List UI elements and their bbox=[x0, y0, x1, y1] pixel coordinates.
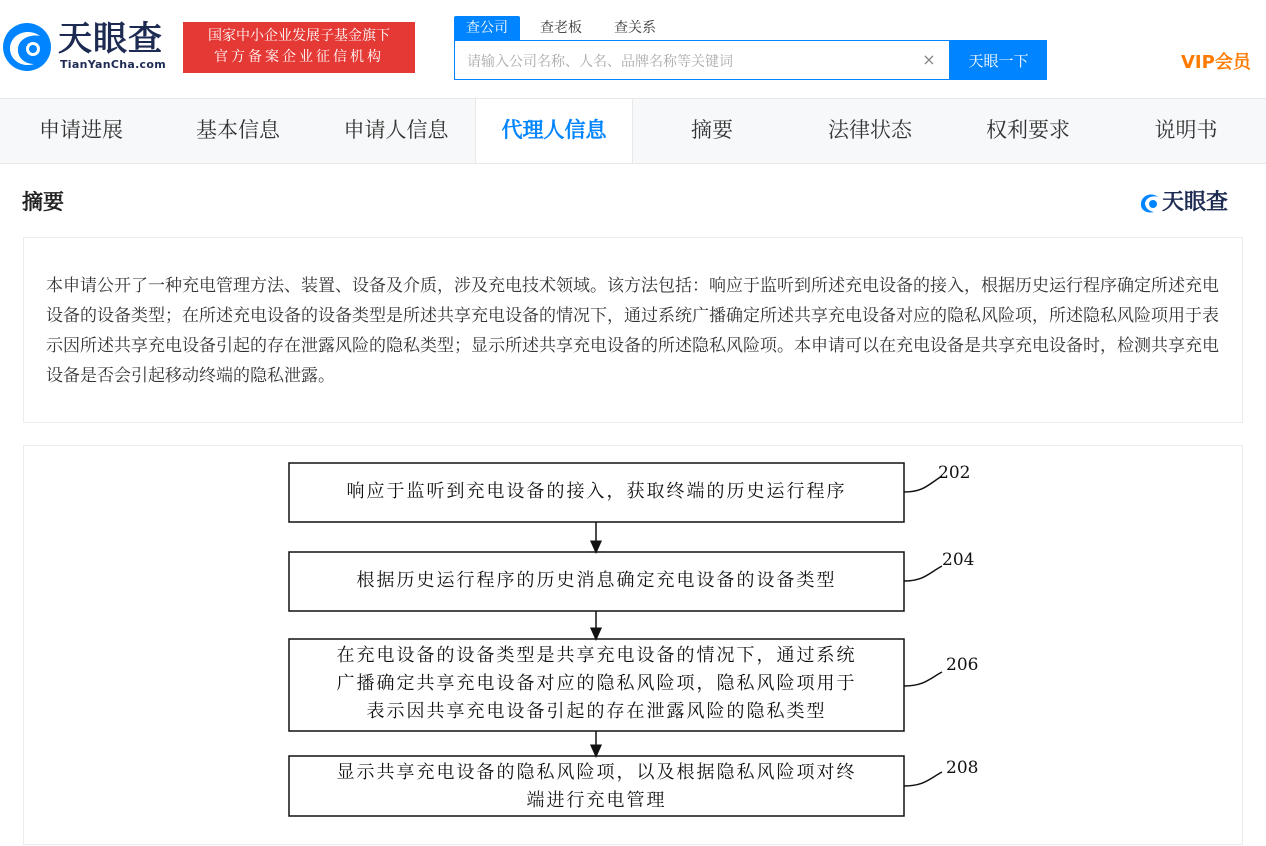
tab-basic-info[interactable]: 基本信息 bbox=[196, 118, 280, 142]
flow-step-206-line-3: 表示因共享充电设备引起的存在泄露风险的隐私类型 bbox=[366, 701, 827, 722]
tab-applicant-info[interactable]: 申请人信息 bbox=[343, 118, 449, 142]
flow-ref-202: 202 bbox=[938, 463, 971, 483]
tab-boss[interactable]: 查老板 bbox=[540, 20, 582, 36]
search-input[interactable] bbox=[465, 41, 909, 81]
tab-abstract[interactable]: 摘要 bbox=[691, 118, 733, 142]
vip-link[interactable]: VIP会员 bbox=[1181, 52, 1251, 73]
logo-text-en: TianYanCha.com bbox=[60, 58, 166, 71]
flow-step-202-line-1: 响应于监听到充电设备的接入，获取终端的历史运行程序 bbox=[346, 481, 847, 502]
flow-step-208-line-1: 显示共享充电设备的隐私风险项，以及根据隐私风险项对终 bbox=[336, 762, 857, 783]
tab-legal-status[interactable]: 法律状态 bbox=[828, 118, 912, 142]
ref-leader-204 bbox=[904, 566, 942, 581]
abstract-text: 本申请公开了一种充电管理方法、装置、设备及介质，涉及充电技术领域。该方法包括：响应于监听到所述充电设备的接入，根据历史运行程序确定所述充电设备的设备类型；在所述充电设备的设备类型是所述共享充电设备的情况下，通过系统广播确定所述共享充电设备对应的隐私风险项，所述隐私风险项用于表示因所述共享充电设备引起的存在泄露风险的隐私类型；显示所述共享充电设备的所述隐私风险项。本申请可以在充电设备是共享充电设备时，检测共享充电设备是否会引起移动终端的隐私泄露。 bbox=[46, 276, 1219, 386]
flow-step-202-text bbox=[289, 478, 904, 506]
flow-step-206-line-2: 广播确定共享充电设备对应的隐私风险项，隐私风险项用于 bbox=[336, 673, 857, 694]
site-logo[interactable] bbox=[0, 18, 172, 78]
abstract-panel bbox=[23, 237, 1243, 423]
search-box bbox=[454, 40, 950, 80]
tab-company[interactable]: 查公司 bbox=[454, 16, 520, 40]
tianyancha-small-logo-icon bbox=[1138, 191, 1162, 215]
tab-claims[interactable]: 权利要求 bbox=[986, 118, 1070, 142]
brand-watermark-text: 天眼查 bbox=[1162, 190, 1229, 215]
top-header bbox=[0, 0, 1266, 98]
tab-agent-info[interactable]: 代理人信息 bbox=[475, 99, 633, 163]
slogan-badge bbox=[183, 22, 415, 73]
slogan-line-1: 国家中小企业发展子基金旗下 bbox=[208, 28, 390, 44]
flow-ref-206: 206 bbox=[946, 655, 979, 675]
flow-step-206-line-1: 在充电设备的设备类型是共享充电设备的情况下，通过系统 bbox=[336, 645, 857, 666]
section-title: 摘要 bbox=[22, 190, 64, 214]
flow-ref-208: 208 bbox=[946, 758, 979, 778]
flow-step-208-text bbox=[289, 759, 904, 815]
tianyancha-logo-icon bbox=[0, 20, 54, 74]
flow-step-204-line-1: 根据历史运行程序的历史消息确定充电设备的设备类型 bbox=[356, 570, 837, 591]
flow-step-206-text bbox=[289, 642, 904, 726]
tab-application-progress[interactable]: 申请进展 bbox=[39, 118, 123, 142]
abstract-figure bbox=[23, 445, 1243, 845]
tab-description[interactable]: 说明书 bbox=[1154, 118, 1218, 142]
clear-icon[interactable]: × bbox=[922, 50, 936, 69]
ref-leader-206 bbox=[904, 672, 942, 686]
slogan-line-2: 官方备案企业征信机构 bbox=[214, 49, 384, 65]
flow-step-204-text bbox=[289, 567, 904, 595]
logo-text-cn: 天眼查 bbox=[58, 19, 163, 59]
ref-leader-208 bbox=[904, 772, 942, 786]
ref-leader-202 bbox=[904, 476, 942, 492]
tab-relation[interactable]: 查关系 bbox=[614, 20, 656, 36]
search-button[interactable]: 天眼一下 bbox=[950, 40, 1047, 80]
flow-ref-204: 204 bbox=[942, 550, 975, 570]
flow-step-208-line-2: 端进行充电管理 bbox=[526, 790, 667, 811]
detail-nav bbox=[0, 98, 1266, 164]
